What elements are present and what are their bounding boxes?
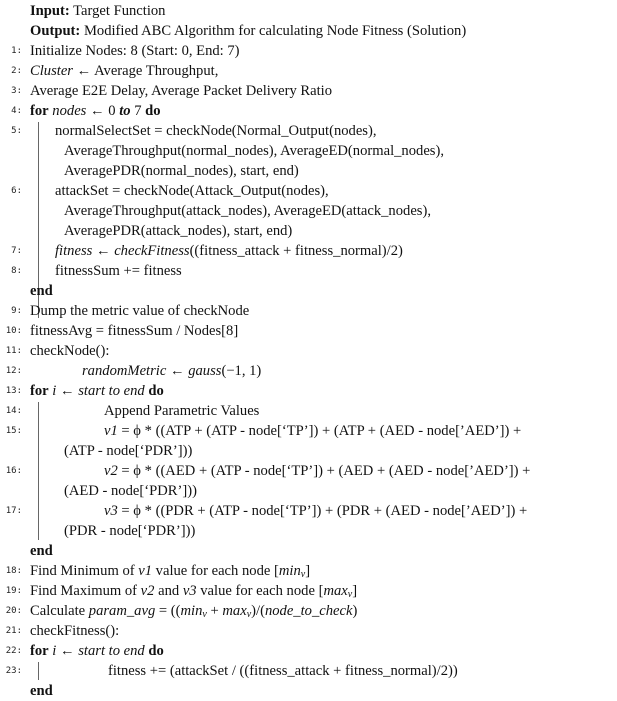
assign-arrow: ← bbox=[166, 363, 189, 379]
line-text: fitnessSum += fitness bbox=[55, 263, 182, 279]
max-var: max bbox=[323, 583, 348, 599]
line-text: value for each node [ bbox=[152, 563, 279, 579]
assign-arrow: ← bbox=[92, 243, 115, 259]
max-var: max bbox=[222, 603, 247, 619]
keyword-do: do bbox=[148, 383, 164, 399]
loop-var: i bbox=[52, 383, 57, 399]
line-text: ] bbox=[305, 563, 311, 579]
line-text: Find Maximum of bbox=[30, 583, 141, 599]
check-fitness-call: checkFitness bbox=[114, 243, 190, 259]
min-var: min bbox=[180, 603, 203, 619]
line-number: 13: bbox=[5, 386, 22, 396]
line-number: 10: bbox=[5, 326, 22, 336]
line-number: 1: bbox=[11, 46, 22, 56]
loop-var: nodes bbox=[52, 103, 87, 119]
v1-var: v1 bbox=[138, 563, 153, 579]
v1-var: v1 bbox=[104, 423, 118, 439]
line-text: Append Parametric Values bbox=[104, 403, 260, 419]
line-number: 22: bbox=[5, 646, 22, 656]
line-text: = ϕ * ((AED + (ATP - node[‘TP’]) + (AED + (AED - node[’AED’]) + bbox=[117, 463, 531, 479]
line-text: ] bbox=[352, 583, 358, 599]
subscript: v bbox=[347, 589, 353, 600]
loop-indent-bar bbox=[38, 402, 39, 540]
line-text: and bbox=[154, 583, 183, 599]
plus-sign: + bbox=[206, 603, 223, 619]
node-to-check-var: node_to_check bbox=[264, 603, 353, 619]
keyword-for: for bbox=[30, 383, 49, 399]
keyword-do: do bbox=[148, 643, 164, 659]
line-text: Average E2E Delay, Average Packet Delivery Ratio bbox=[30, 83, 333, 99]
subscript: v bbox=[246, 609, 252, 620]
line-text: ((fitness_attack + fitness_normal)/2) bbox=[189, 243, 403, 259]
line-text: checkNode(): bbox=[30, 343, 110, 359]
keyword-for: for bbox=[30, 103, 49, 119]
v2-var: v2 bbox=[140, 583, 155, 599]
keyword-for: for bbox=[30, 643, 49, 659]
line-number: 6: bbox=[11, 186, 22, 196]
min-var: min bbox=[278, 563, 301, 579]
line-number: 4: bbox=[11, 106, 22, 116]
random-metric-var: randomMetric bbox=[82, 363, 167, 379]
line-text: = ϕ * ((PDR + (ATP - node[‘TP’]) + (PDR + (AED - node[’AED’]) + bbox=[117, 503, 528, 519]
line-text: AverageThroughput(normal_nodes), AverageED(normal_nodes), bbox=[64, 143, 444, 159]
loop-indent-bar bbox=[38, 662, 39, 680]
loop-start: ← 0 bbox=[86, 103, 120, 119]
subscript: v bbox=[202, 609, 207, 620]
line-number: 8: bbox=[11, 266, 22, 276]
output-value: Modified ABC Algorithm for calculating Node Fitness (Solution) bbox=[83, 23, 467, 39]
line-text: AverageThroughput(attack_nodes), AverageED(attack_nodes), bbox=[64, 203, 431, 219]
loop-end: 7 bbox=[130, 103, 146, 119]
cluster-var: Cluster bbox=[30, 63, 73, 79]
line-number: 11: bbox=[5, 346, 22, 356]
line-text: AveragePDR(attack_nodes), start, end) bbox=[64, 223, 293, 239]
line-text: = (( bbox=[155, 603, 181, 619]
v2-var: v2 bbox=[104, 463, 118, 479]
line-number: 14: bbox=[5, 406, 22, 416]
line-number: 23: bbox=[5, 666, 22, 676]
assign-arrow: ← bbox=[56, 383, 79, 399]
output-label: Output: bbox=[30, 23, 81, 39]
line-text: Calculate bbox=[30, 603, 89, 619]
loop-var: i bbox=[52, 643, 57, 659]
line-number: 18: bbox=[5, 566, 22, 576]
line-text: fitness += (attackSet / ((fitness_attack + fitness_normal)/2)) bbox=[108, 663, 458, 679]
keyword-do: do bbox=[145, 103, 161, 119]
line-text: (AED - node[‘PDR’])) bbox=[64, 483, 197, 499]
line-text: normalSelectSet = checkNode(Normal_Output(nodes), bbox=[55, 123, 377, 139]
line-number: 15: bbox=[5, 426, 22, 436]
line-number: 3: bbox=[11, 86, 22, 96]
loop-range: start to end bbox=[78, 643, 145, 659]
line-text: (ATP - node[‘PDR’])) bbox=[64, 443, 193, 459]
subscript: v bbox=[300, 569, 306, 580]
input-label: Input: bbox=[30, 3, 70, 19]
line-number: 2: bbox=[11, 66, 22, 76]
v3-var: v3 bbox=[182, 583, 197, 599]
line-number: 7: bbox=[11, 246, 22, 256]
line-text: Dump the metric value of checkNode bbox=[30, 303, 250, 319]
line-text: )/( bbox=[251, 603, 265, 619]
line-text: Initialize Nodes: 8 (Start: 0, End: 7) bbox=[30, 43, 240, 59]
line-text: Find Minimum of bbox=[30, 563, 139, 579]
line-number: 19: bbox=[5, 586, 22, 596]
line-number: 12: bbox=[5, 366, 22, 376]
loop-range: start to end bbox=[78, 383, 145, 399]
line-text: checkFitness(): bbox=[30, 623, 120, 639]
line-text: = ϕ * ((ATP + (ATP - node[‘TP’]) + (ATP + (AED - node[’AED’]) + bbox=[117, 423, 522, 439]
assign-arrow: ← bbox=[56, 643, 79, 659]
line-text: fitnessAvg = fitnessSum / Nodes[8] bbox=[30, 323, 239, 339]
keyword-to: to bbox=[119, 103, 131, 119]
line-number: 21: bbox=[5, 626, 22, 636]
line-number: 20: bbox=[5, 606, 22, 616]
line-number: 9: bbox=[11, 306, 22, 316]
line-number: 5: bbox=[11, 126, 22, 136]
line-number: 16: bbox=[5, 466, 22, 476]
line-text: ) bbox=[352, 603, 358, 619]
keyword-end: end bbox=[30, 543, 53, 559]
line-text: AveragePDR(normal_nodes), start, end) bbox=[64, 163, 299, 179]
line-number: 17: bbox=[5, 506, 22, 516]
gauss-call: gauss bbox=[188, 363, 222, 379]
line-text: ← Average Throughput, bbox=[72, 63, 219, 79]
v3-var: v3 bbox=[104, 503, 118, 519]
line-text: (−1, 1) bbox=[221, 363, 262, 379]
param-avg-var: param_avg bbox=[88, 603, 156, 619]
keyword-end: end bbox=[30, 283, 53, 299]
line-text: attackSet = checkNode(Attack_Output(nodes), bbox=[55, 183, 329, 199]
fitness-var: fitness bbox=[55, 243, 93, 259]
line-text: (PDR - node[‘PDR’])) bbox=[64, 523, 196, 539]
input-value: Target Function bbox=[73, 3, 166, 19]
line-text: value for each node [ bbox=[196, 583, 324, 599]
keyword-end: end bbox=[30, 683, 53, 699]
